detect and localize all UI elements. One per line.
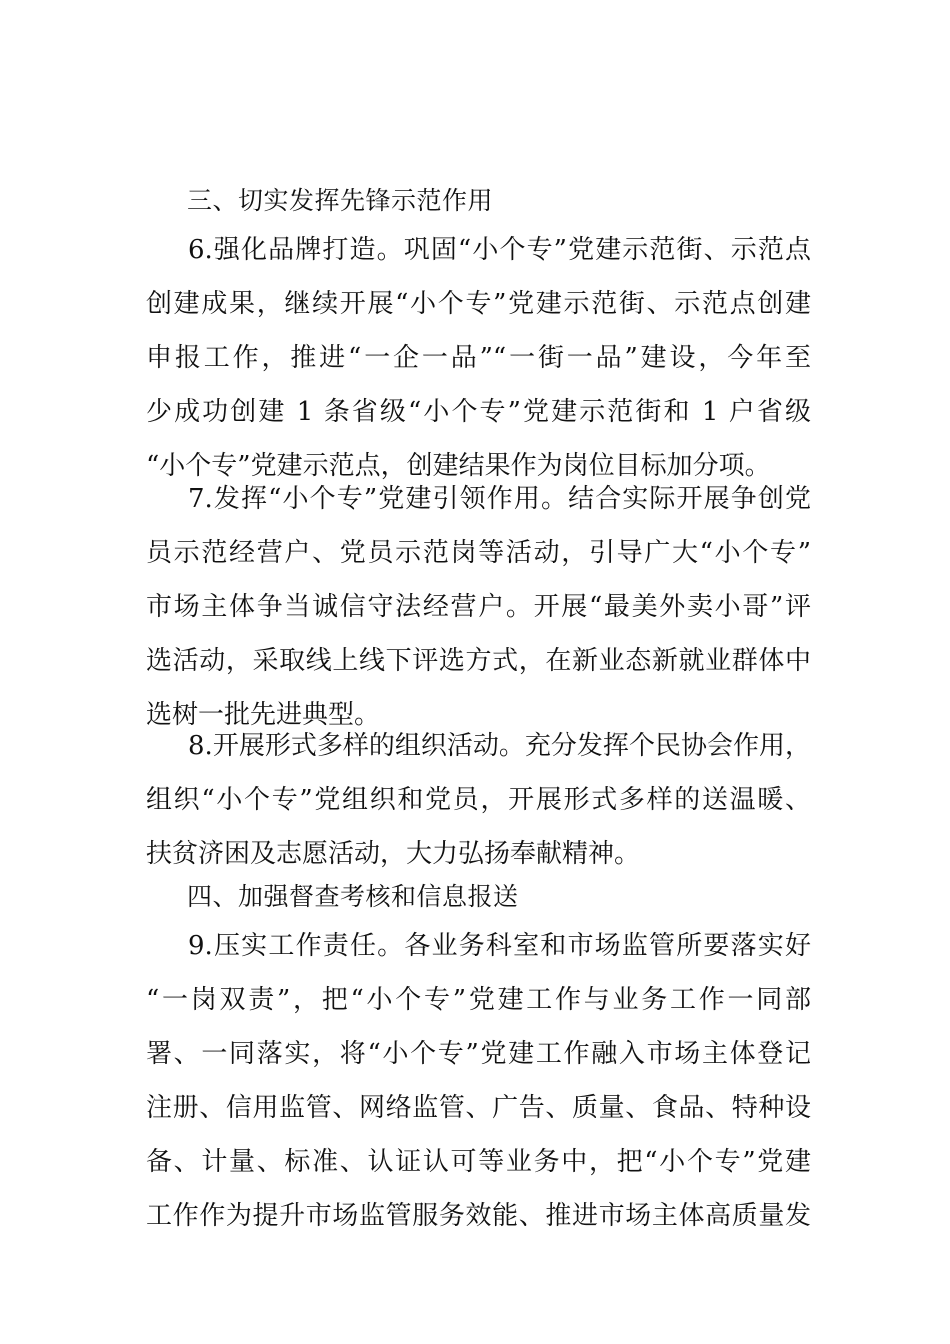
paragraph-9 — [146, 919, 811, 1243]
paragraph-line: 选活动，采取线上线下评选方式，在新业态新就业群体中 — [146, 646, 811, 676]
paragraph-line: 9.压实工作责任。各业务科室和市场监管所要落实好 — [188, 931, 811, 961]
paragraph-line: 员示范经营户、党员示范岗等活动，引导广大“小个专” — [146, 538, 811, 568]
paragraph-line: “一岗双责”，把“小个专”党建工作与业务工作一同部 — [146, 985, 811, 1015]
paragraph-line: 市场主体争当诚信守法经营户。开展“最美外卖小哥”评 — [146, 592, 811, 622]
paragraph-6 — [146, 223, 811, 493]
section-heading-3: 三、切实发挥先锋示范作用 — [187, 186, 494, 215]
paragraph-7 — [146, 472, 811, 742]
section-heading-4: 四、加强督查考核和信息报送 — [187, 882, 519, 911]
paragraph-line: 少成功创建 1 条省级“小个专”党建示范街和 1 户省级 — [146, 397, 811, 427]
paragraph-line: 注册、信用监管、网络监管、广告、质量、食品、特种设 — [146, 1093, 811, 1123]
paragraph-line: 署、一同落实，将“小个专”党建工作融入市场主体登记 — [146, 1039, 811, 1069]
paragraph-8 — [146, 719, 811, 881]
paragraph-line: 扶贫济困及志愿活动，大力弘扬奉献精神。 — [146, 839, 641, 869]
paragraph-line: 工作作为提升市场监管服务效能、推进市场主体高质量发 — [146, 1201, 811, 1231]
paragraph-line: 7.发挥“小个专”党建引领作用。结合实际开展争创党 — [188, 484, 811, 514]
paragraph-line: “小个专”党建示范点，创建结果作为岗位目标加分项。 — [146, 451, 771, 481]
paragraph-line: 选树一批先进典型。 — [146, 700, 381, 730]
paragraph-line: 备、计量、标准、认证认可等业务中，把“小个专”党建 — [146, 1147, 811, 1177]
paragraph-line: 创建成果，继续开展“小个专”党建示范街、示范点创建 — [146, 289, 811, 319]
paragraph-line: 6.强化品牌打造。巩固“小个专”党建示范街、示范点 — [188, 235, 811, 265]
paragraph-line: 申报工作，推进“一企一品”“一街一品”建设，今年至 — [146, 343, 811, 373]
paragraph-line: 8.开展形式多样的组织活动。充分发挥个民协会作用， — [188, 731, 811, 761]
paragraph-line: 组织“小个专”党组织和党员，开展形式多样的送温暖、 — [146, 785, 811, 815]
